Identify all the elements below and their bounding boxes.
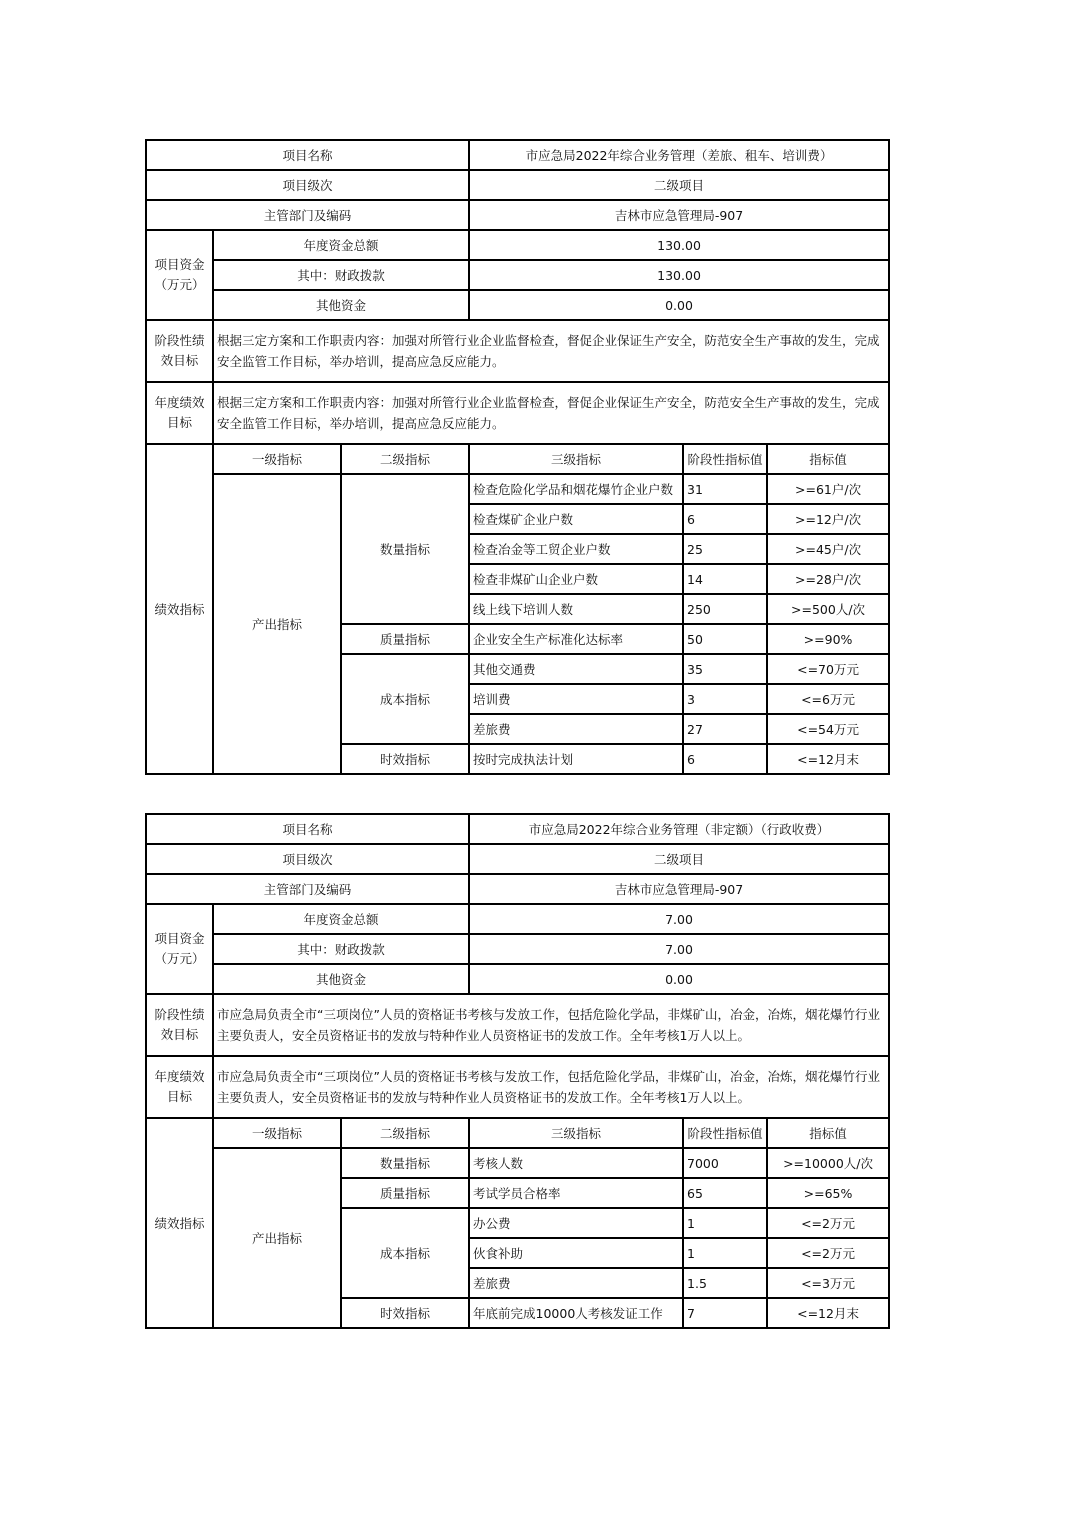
- other-funds: 0.00: [469, 964, 889, 994]
- annual-total-label: 年度资金总额: [213, 230, 469, 260]
- project-name-label: 项目名称: [146, 140, 469, 170]
- stage-value-header: 阶段性指标值: [683, 444, 767, 474]
- annual-goal-label: 年度绩效目标: [146, 382, 213, 444]
- table-row: [146, 382, 889, 444]
- table-row: [146, 200, 889, 230]
- other-funds-label: 其他资金: [213, 964, 469, 994]
- level3-indicator: 线上线下培训人数: [469, 594, 683, 624]
- level1-header: 一级指标: [213, 1118, 341, 1148]
- target-value: <=6万元: [767, 684, 889, 714]
- stage-value: 1: [683, 1208, 767, 1238]
- level3-indicator: 考试学员合格率: [469, 1178, 683, 1208]
- fiscal-allocation: 7.00: [469, 934, 889, 964]
- level1-header: 一级指标: [213, 444, 341, 474]
- project-name: 市应急局2022年综合业务管理（差旅、租车、培训费）: [469, 140, 889, 170]
- table-row: [146, 260, 889, 290]
- level3-indicator: 其他交通费: [469, 654, 683, 684]
- target-value: <=54万元: [767, 714, 889, 744]
- level2-indicator: 质量指标: [341, 624, 469, 654]
- table-row: [146, 444, 889, 474]
- stage-value: 6: [683, 744, 767, 774]
- level2-indicator: 成本指标: [341, 1208, 469, 1298]
- stage-goal-label: 阶段性绩效目标: [146, 320, 213, 382]
- project-level: 二级项目: [469, 844, 889, 874]
- table-row: [146, 994, 889, 1056]
- table-row: [146, 814, 889, 844]
- stage-value: 7: [683, 1298, 767, 1328]
- level3-indicator: 年底前完成10000人考核发证工作: [469, 1298, 683, 1328]
- table-row: [146, 230, 889, 260]
- annual-total-label: 年度资金总额: [213, 904, 469, 934]
- stage-value: 7000: [683, 1148, 767, 1178]
- level2-indicator: 数量指标: [341, 1148, 469, 1178]
- level3-indicator: 伙食补助: [469, 1238, 683, 1268]
- table-row: [146, 170, 889, 200]
- stage-value: 6: [683, 504, 767, 534]
- department: 吉林市应急管理局-907: [469, 200, 889, 230]
- table-row: [146, 320, 889, 382]
- target-value: >=90%: [767, 624, 889, 654]
- table-row: [146, 474, 889, 504]
- target-value: >=45户/次: [767, 534, 889, 564]
- level2-header: 二级指标: [341, 1118, 469, 1148]
- fiscal-allocation-label: 其中：财政拨款: [213, 934, 469, 964]
- target-value: <=2万元: [767, 1238, 889, 1268]
- project-funds-label: 项目资金（万元）: [146, 230, 213, 320]
- target-value: >=10000人/次: [767, 1148, 889, 1178]
- level2-indicator: 数量指标: [341, 474, 469, 624]
- level3-indicator: 企业安全生产标准化达标率: [469, 624, 683, 654]
- level3-header: 三级指标: [469, 444, 683, 474]
- department: 吉林市应急管理局-907: [469, 874, 889, 904]
- level2-indicator: 时效指标: [341, 744, 469, 774]
- performance-indicators-label: 绩效指标: [146, 444, 213, 774]
- table-row: [146, 904, 889, 934]
- target-value: >=28户/次: [767, 564, 889, 594]
- table-row: [146, 934, 889, 964]
- target-value-header: 指标值: [767, 444, 889, 474]
- level3-header: 三级指标: [469, 1118, 683, 1148]
- level3-indicator: 检查冶金等工贸企业户数: [469, 534, 683, 564]
- performance-table-2: [145, 813, 890, 1329]
- level3-indicator: 检查危险化学品和烟花爆竹企业户数: [469, 474, 683, 504]
- performance-indicators-label: 绩效指标: [146, 1118, 213, 1328]
- table-row: [146, 964, 889, 994]
- level3-indicator: 培训费: [469, 684, 683, 714]
- target-value: >=61户/次: [767, 474, 889, 504]
- target-value-header: 指标值: [767, 1118, 889, 1148]
- stage-goal-label: 阶段性绩效目标: [146, 994, 213, 1056]
- stage-value: 1.5: [683, 1268, 767, 1298]
- level2-indicator: 成本指标: [341, 654, 469, 744]
- level3-indicator: 差旅费: [469, 1268, 683, 1298]
- stage-goal: 市应急局负责全市“三项岗位”人员的资格证书考核与发放工作，包括危险化学品，非煤矿山，冶金，冶炼，烟花爆竹行业主要负责人，安全员资格证书的发放与特种作业人员资格证书的发放工作。全年考核1万人以上。: [213, 994, 889, 1056]
- target-value: >=500人/次: [767, 594, 889, 624]
- stage-value: 35: [683, 654, 767, 684]
- level3-indicator: 考核人数: [469, 1148, 683, 1178]
- fiscal-allocation: 130.00: [469, 260, 889, 290]
- target-value: <=70万元: [767, 654, 889, 684]
- fiscal-allocation-label: 其中：财政拨款: [213, 260, 469, 290]
- table-row: [146, 874, 889, 904]
- annual-total: 130.00: [469, 230, 889, 260]
- stage-value: 14: [683, 564, 767, 594]
- level3-indicator: 检查煤矿企业户数: [469, 504, 683, 534]
- stage-value-header: 阶段性指标值: [683, 1118, 767, 1148]
- annual-goal: 根据三定方案和工作职责内容：加强对所管行业企业监督检查，督促企业保证生产安全，防范安全生产事故的发生，完成安全监管工作目标，举办培训，提高应急反应能力。: [213, 382, 889, 444]
- target-value: <=12月末: [767, 744, 889, 774]
- stage-value: 27: [683, 714, 767, 744]
- level2-header: 二级指标: [341, 444, 469, 474]
- table-row: [146, 1056, 889, 1118]
- project-funds-label: 项目资金（万元）: [146, 904, 213, 994]
- stage-value: 25: [683, 534, 767, 564]
- stage-value: 3: [683, 684, 767, 714]
- level1-indicator: 产出指标: [213, 1148, 341, 1328]
- table-row: [146, 1118, 889, 1148]
- project-name: 市应急局2022年综合业务管理（非定额）（行政收费）: [469, 814, 889, 844]
- stage-value: 65: [683, 1178, 767, 1208]
- other-funds: 0.00: [469, 290, 889, 320]
- department-label: 主管部门及编码: [146, 200, 469, 230]
- project-level-label: 项目级次: [146, 170, 469, 200]
- level1-indicator: 产出指标: [213, 474, 341, 774]
- table-row: [146, 140, 889, 170]
- annual-goal-label: 年度绩效目标: [146, 1056, 213, 1118]
- project-name-label: 项目名称: [146, 814, 469, 844]
- stage-value: 50: [683, 624, 767, 654]
- level3-indicator: 按时完成执法计划: [469, 744, 683, 774]
- target-value: <=2万元: [767, 1208, 889, 1238]
- performance-table-1: [145, 139, 890, 775]
- table-row: [146, 290, 889, 320]
- table-row: [146, 1148, 889, 1178]
- project-level: 二级项目: [469, 170, 889, 200]
- stage-value: 250: [683, 594, 767, 624]
- stage-goal: 根据三定方案和工作职责内容：加强对所管行业企业监督检查，督促企业保证生产安全，防范安全生产事故的发生，完成安全监管工作目标，举办培训，提高应急反应能力。: [213, 320, 889, 382]
- stage-value: 1: [683, 1238, 767, 1268]
- level3-indicator: 办公费: [469, 1208, 683, 1238]
- department-label: 主管部门及编码: [146, 874, 469, 904]
- target-value: >=65%: [767, 1178, 889, 1208]
- annual-total: 7.00: [469, 904, 889, 934]
- annual-goal: 市应急局负责全市“三项岗位”人员的资格证书考核与发放工作，包括危险化学品，非煤矿山，冶金，冶炼，烟花爆竹行业主要负责人，安全员资格证书的发放与特种作业人员资格证书的发放工作。全年考核1万人以上。: [213, 1056, 889, 1118]
- other-funds-label: 其他资金: [213, 290, 469, 320]
- project-level-label: 项目级次: [146, 844, 469, 874]
- stage-value: 31: [683, 474, 767, 504]
- level3-indicator: 差旅费: [469, 714, 683, 744]
- target-value: <=12月末: [767, 1298, 889, 1328]
- level2-indicator: 时效指标: [341, 1298, 469, 1328]
- target-value: >=12户/次: [767, 504, 889, 534]
- level3-indicator: 检查非煤矿山企业户数: [469, 564, 683, 594]
- target-value: <=3万元: [767, 1268, 889, 1298]
- table-row: [146, 844, 889, 874]
- level2-indicator: 质量指标: [341, 1178, 469, 1208]
